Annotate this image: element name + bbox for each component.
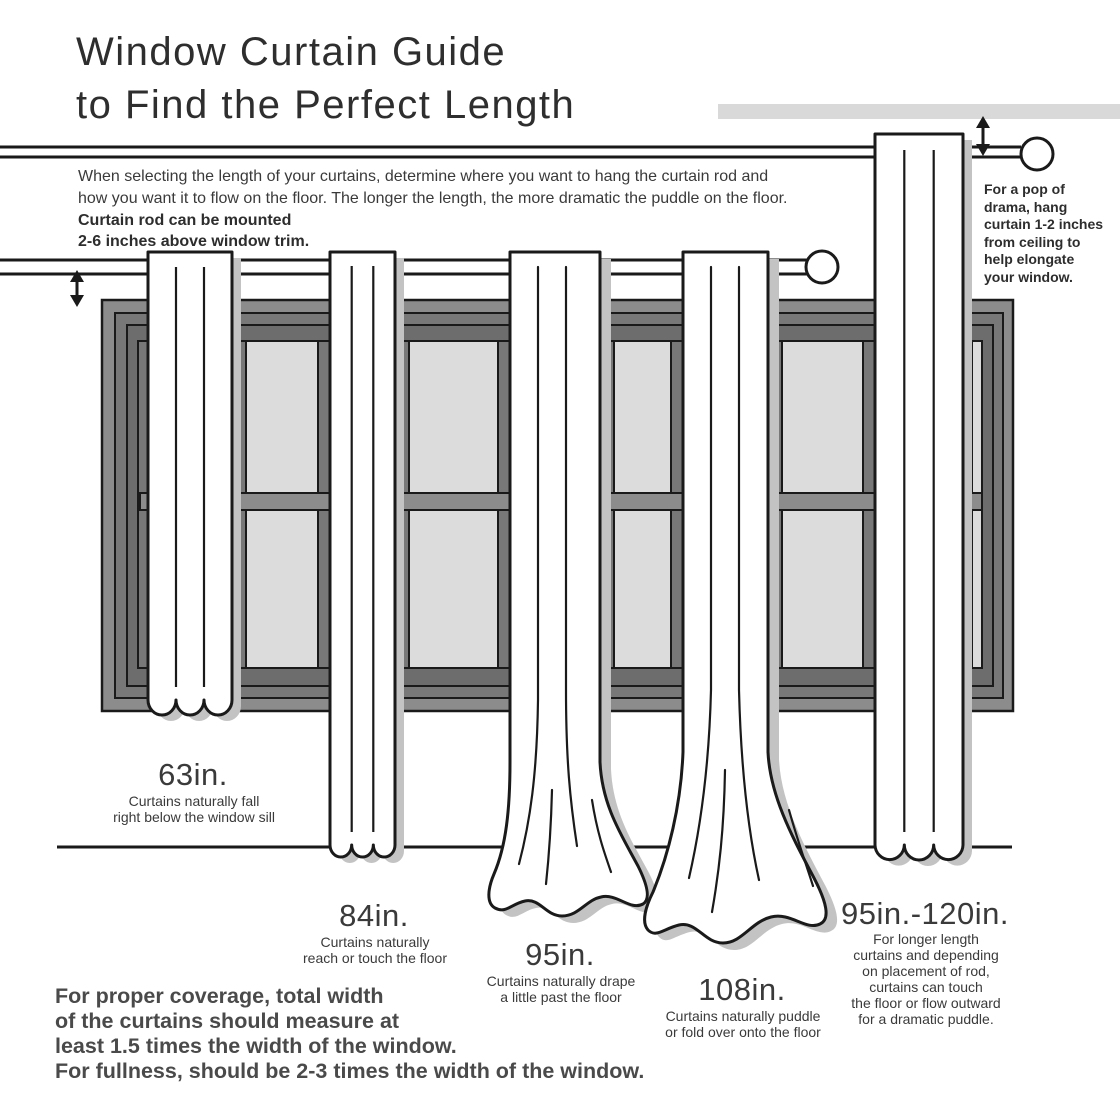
- curtain-63in: [148, 252, 241, 721]
- curtain-length-label-63in: 63in.: [158, 757, 228, 792]
- rod-mount-note: Curtain rod can be mounted 2-6 inches above window trim.: [78, 212, 310, 250]
- intro-text: When selecting the length of your curtains, determine where you want to hang the curtain rod and how you want it to flow on the floor. The longer the length, the more dramatic the puddle on the floor.: [78, 168, 788, 207]
- curtain-desc-63in: Curtains naturally fall right below the window sill: [113, 793, 275, 825]
- curtain-95-120in: [875, 134, 972, 866]
- ceiling-hang-note: For a pop of drama, hang curtain 1-2 inches from ceiling to help elongate your window.: [984, 181, 1104, 285]
- ceiling-bar: [718, 104, 1120, 119]
- page-title: Window Curtain Guide to Find the Perfect Length: [76, 30, 576, 127]
- curtain-desc-108in: Curtains naturally puddle or fold over onto the floor: [665, 1008, 821, 1040]
- curtain-length-label-84in: 84in.: [339, 898, 409, 933]
- rod-finial-icon: [806, 251, 838, 283]
- double-arrow-icon: [70, 270, 84, 307]
- rod-finial-icon: [1021, 138, 1053, 170]
- curtain-desc-84in: Curtains naturally reach or touch the floor: [303, 934, 447, 966]
- coverage-footer-note: For proper coverage, total width of the curtains should measure at least 1.5 times the width of the window. For fullness, should be 2-3 times the width of the window.: [55, 984, 645, 1083]
- curtain-84in: [330, 252, 404, 863]
- curtain-length-label-95-120in: 95in.-120in.: [840, 896, 1010, 931]
- double-arrow-icon: [976, 116, 990, 156]
- curtain-desc-95-120in: For longer length curtains and depending on placement of rod, curtains can touch the floor or flow outward for a dramatic puddle.: [851, 931, 1001, 1027]
- curtain-length-label-108in: 108in.: [698, 972, 786, 1007]
- curtain-desc-95in: Curtains naturally drape a little past the floor: [486, 973, 636, 1005]
- curtain-length-label-95in: 95in.: [525, 937, 595, 972]
